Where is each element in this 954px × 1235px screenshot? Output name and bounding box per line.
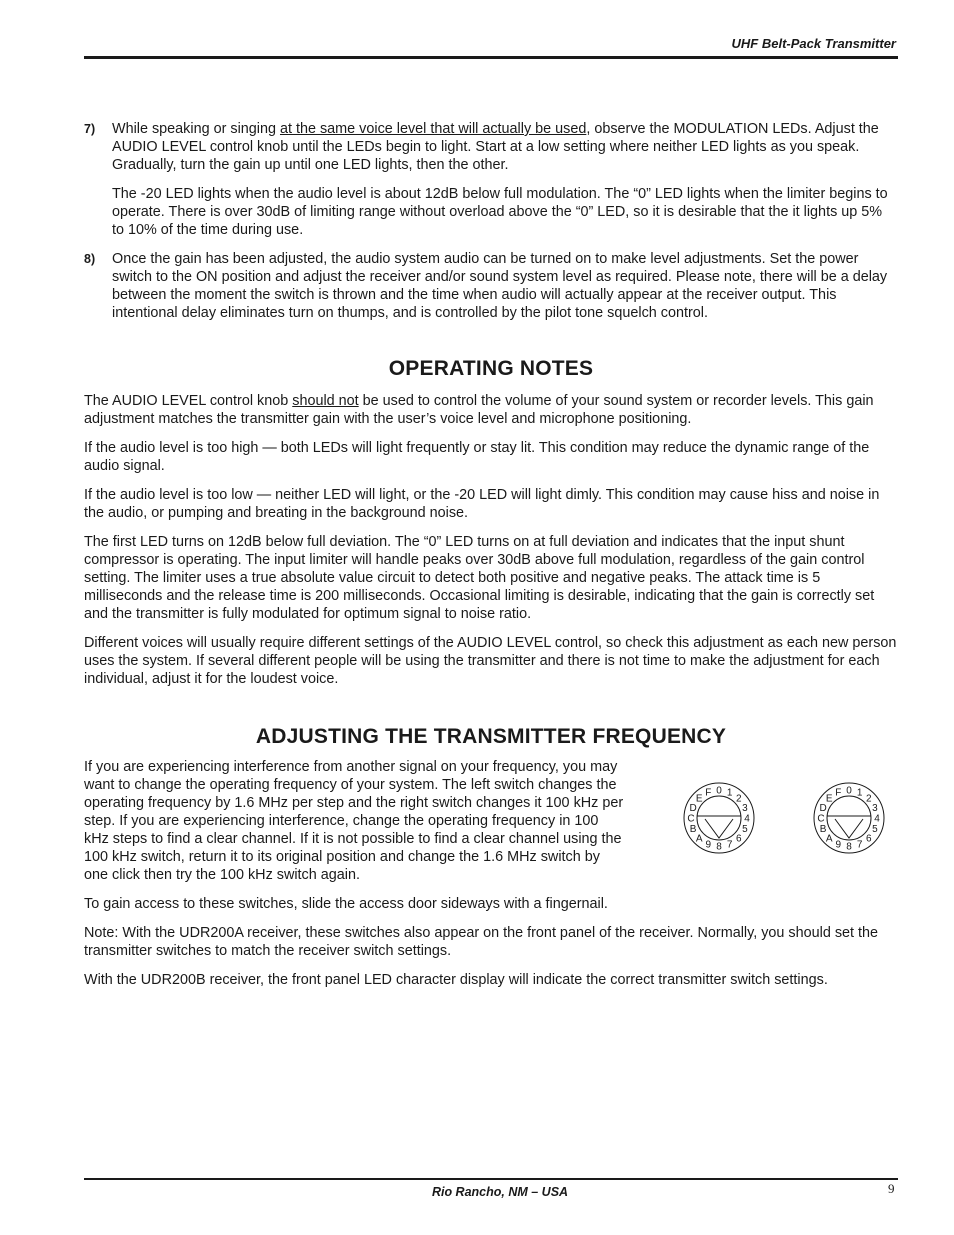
dial-position-label: A	[695, 833, 703, 845]
operating-notes-paragraph-5: Different voices will usually require different settings of the AUDIO LEVEL control, so check this adjustment as each new person uses the system. If several different people will be using the transmitter and there is not time to make the adjustment for each individual, adjust it for the loudest voice.	[84, 635, 897, 687]
frequency-intro	[84, 758, 898, 884]
frequency-paragraph-1: If you are experiencing interference from another signal on your frequency, you may want to change the operating frequency of your system. The left switch changes the operating frequency by 1.6 MHz per step and the right switch changes it 100 kHz per step. If you are experiencing interference, change the operating frequency in 100 kHz steps to find a clear channel. If it is not possible to find a clear channel using the 100 kHz switch, return it to its original position and change the 1.6 MHz switch by one click then try the 100 kHz switch again.	[84, 759, 624, 883]
dial-position-label: 2	[866, 793, 872, 805]
running-header: UHF Belt-Pack Transmitter	[731, 36, 896, 51]
step-8	[84, 250, 898, 322]
operating-notes-paragraph-1: The AUDIO LEVEL control knob should not be used to control the volume of your sound system or recorder levels. This gain adjustment matches the transmitter gain with the user’s voice level and microphone positioning.	[84, 393, 874, 427]
dial-position-label: 4	[874, 813, 880, 825]
dial-position-label: B	[689, 824, 697, 836]
dial-position-label: 9	[705, 839, 712, 851]
page-content	[84, 120, 898, 1000]
header-rule	[84, 56, 898, 59]
dial-position-label: 1	[726, 787, 733, 799]
step-7	[84, 120, 898, 239]
dial-position-label: 7	[726, 839, 733, 851]
dial-position-label: F	[705, 787, 712, 799]
step-7-paragraph-1: While speaking or singing at the same voice level that will actually be used, observe the MODULATION LEDs. Adjust the AUDIO LEVEL control knob until the LEDs begin to light. Start at a low setting where neither LED lights as you speak. Gradually, turn the gain up until one LED lights, then the other.	[112, 121, 879, 173]
step-7-paragraph-2: The -20 LED lights when the audio level is about 12dB below full modulation. The “0” LED lights when the limiter begins to operate. There is over 30dB of limiting range without overload above the “0” LED, so it is desirable that the it lights up 5% to 10% of the time during use.	[112, 186, 888, 238]
dial-position-label: 3	[742, 802, 748, 814]
footer-rule	[84, 1178, 898, 1180]
operating-notes-heading: OPERATING NOTES	[388, 357, 594, 380]
step-8-paragraph-1: Once the gain has been adjusted, the audio system audio can be turned on to make level adjustments. Set the power switch to the ON position and adjust the receiver and/or sound system level as required. Please note, there will be a delay between the moment the switch is thrown and the time when audio will actually appear at the receiver output. This intentional delay eliminates turn on thumps, and is controlled by the pilot tone squelch control.	[112, 251, 888, 321]
dial-knob	[695, 793, 742, 840]
dial-position-label: C	[687, 813, 695, 825]
dial-position-label: F	[835, 787, 842, 799]
dial-position-label: 1	[856, 787, 863, 799]
dial-position-label: 6	[736, 833, 742, 845]
dial-position-label: B	[819, 824, 827, 836]
rotary-switches-diagram	[668, 774, 898, 874]
underlined-phrase: should not	[292, 393, 359, 409]
dial-position-label: E	[695, 793, 703, 805]
dial-position-label: 6	[866, 833, 872, 845]
dial-knob	[825, 793, 872, 840]
operating-notes-paragraph-3: If the audio level is too low — neither LED will light, or the -20 LED will light dimly. This condition may cause hiss and noise in the audio, or pumping and breating in the background noise.	[84, 487, 880, 521]
frequency-paragraph-4: With the UDR200B receiver, the front panel LED character display will indicate the correct transmitter switch settings.	[84, 972, 828, 988]
dial-position-label: A	[825, 833, 833, 845]
dial-pointer	[835, 819, 863, 838]
page-number: 9	[888, 1181, 895, 1196]
dial-position-label: 0	[716, 785, 722, 797]
dial-pointer	[705, 819, 733, 838]
operating-notes-paragraph-4: The first LED turns on 12dB below full deviation. The “0” LED turns on at full deviation and indicates that the input shunt compressor is operating. The input limiter will handle peaks over 30dB above full modulation, regardless of the gain control setting. The limiter uses a true absolute value circuit to detect both positive and negative peaks. The attack time is 5 milliseconds and the release time is 200 milliseconds. Occasional limiting is desirable, indicating that the gain is correctly set and the transmitter is fully modulated for optimum signal to noise ratio.	[84, 534, 875, 622]
right-rotary-switch-icon	[814, 783, 884, 853]
dial-position-label: 5	[742, 824, 748, 836]
dial-position-label: 8	[846, 841, 852, 853]
dial-position-label: C	[817, 813, 825, 825]
dial-position-label: 8	[716, 841, 722, 853]
dial-position-label: 3	[872, 802, 878, 814]
dial-position-label: 4	[744, 813, 750, 825]
step-number: 7)	[84, 122, 96, 136]
dial-position-label: D	[689, 802, 697, 814]
operating-notes-paragraph-2: If the audio level is too high — both LEDs will light frequently or stay lit. This condition may reduce the dynamic range of the audio signal.	[84, 440, 870, 474]
frequency-paragraph-3: Note: With the UDR200A receiver, these switches also appear on the front panel of the receiver. Normally, you should set the transmitter switches to match the receiver switch settings.	[84, 925, 879, 959]
left-rotary-switch-icon	[684, 783, 754, 853]
dial-position-label: 5	[872, 824, 878, 836]
dial-position-label: 2	[736, 793, 742, 805]
dial-position-label: 9	[835, 839, 842, 851]
footer-location: Rio Rancho, NM – USA	[431, 1185, 569, 1199]
dial-position-label: E	[825, 793, 833, 805]
dial-position-label: 7	[856, 839, 863, 851]
dial-position-label: D	[819, 802, 827, 814]
frequency-paragraph-2: To gain access to these switches, slide the access door sideways with a fingernail.	[84, 896, 608, 912]
dial-position-label: 0	[846, 785, 852, 797]
underlined-phrase: at the same voice level that will actually be used	[279, 121, 587, 137]
frequency-heading: ADJUSTING THE TRANSMITTER FREQUENCY	[255, 725, 727, 748]
step-number: 8)	[84, 252, 96, 266]
